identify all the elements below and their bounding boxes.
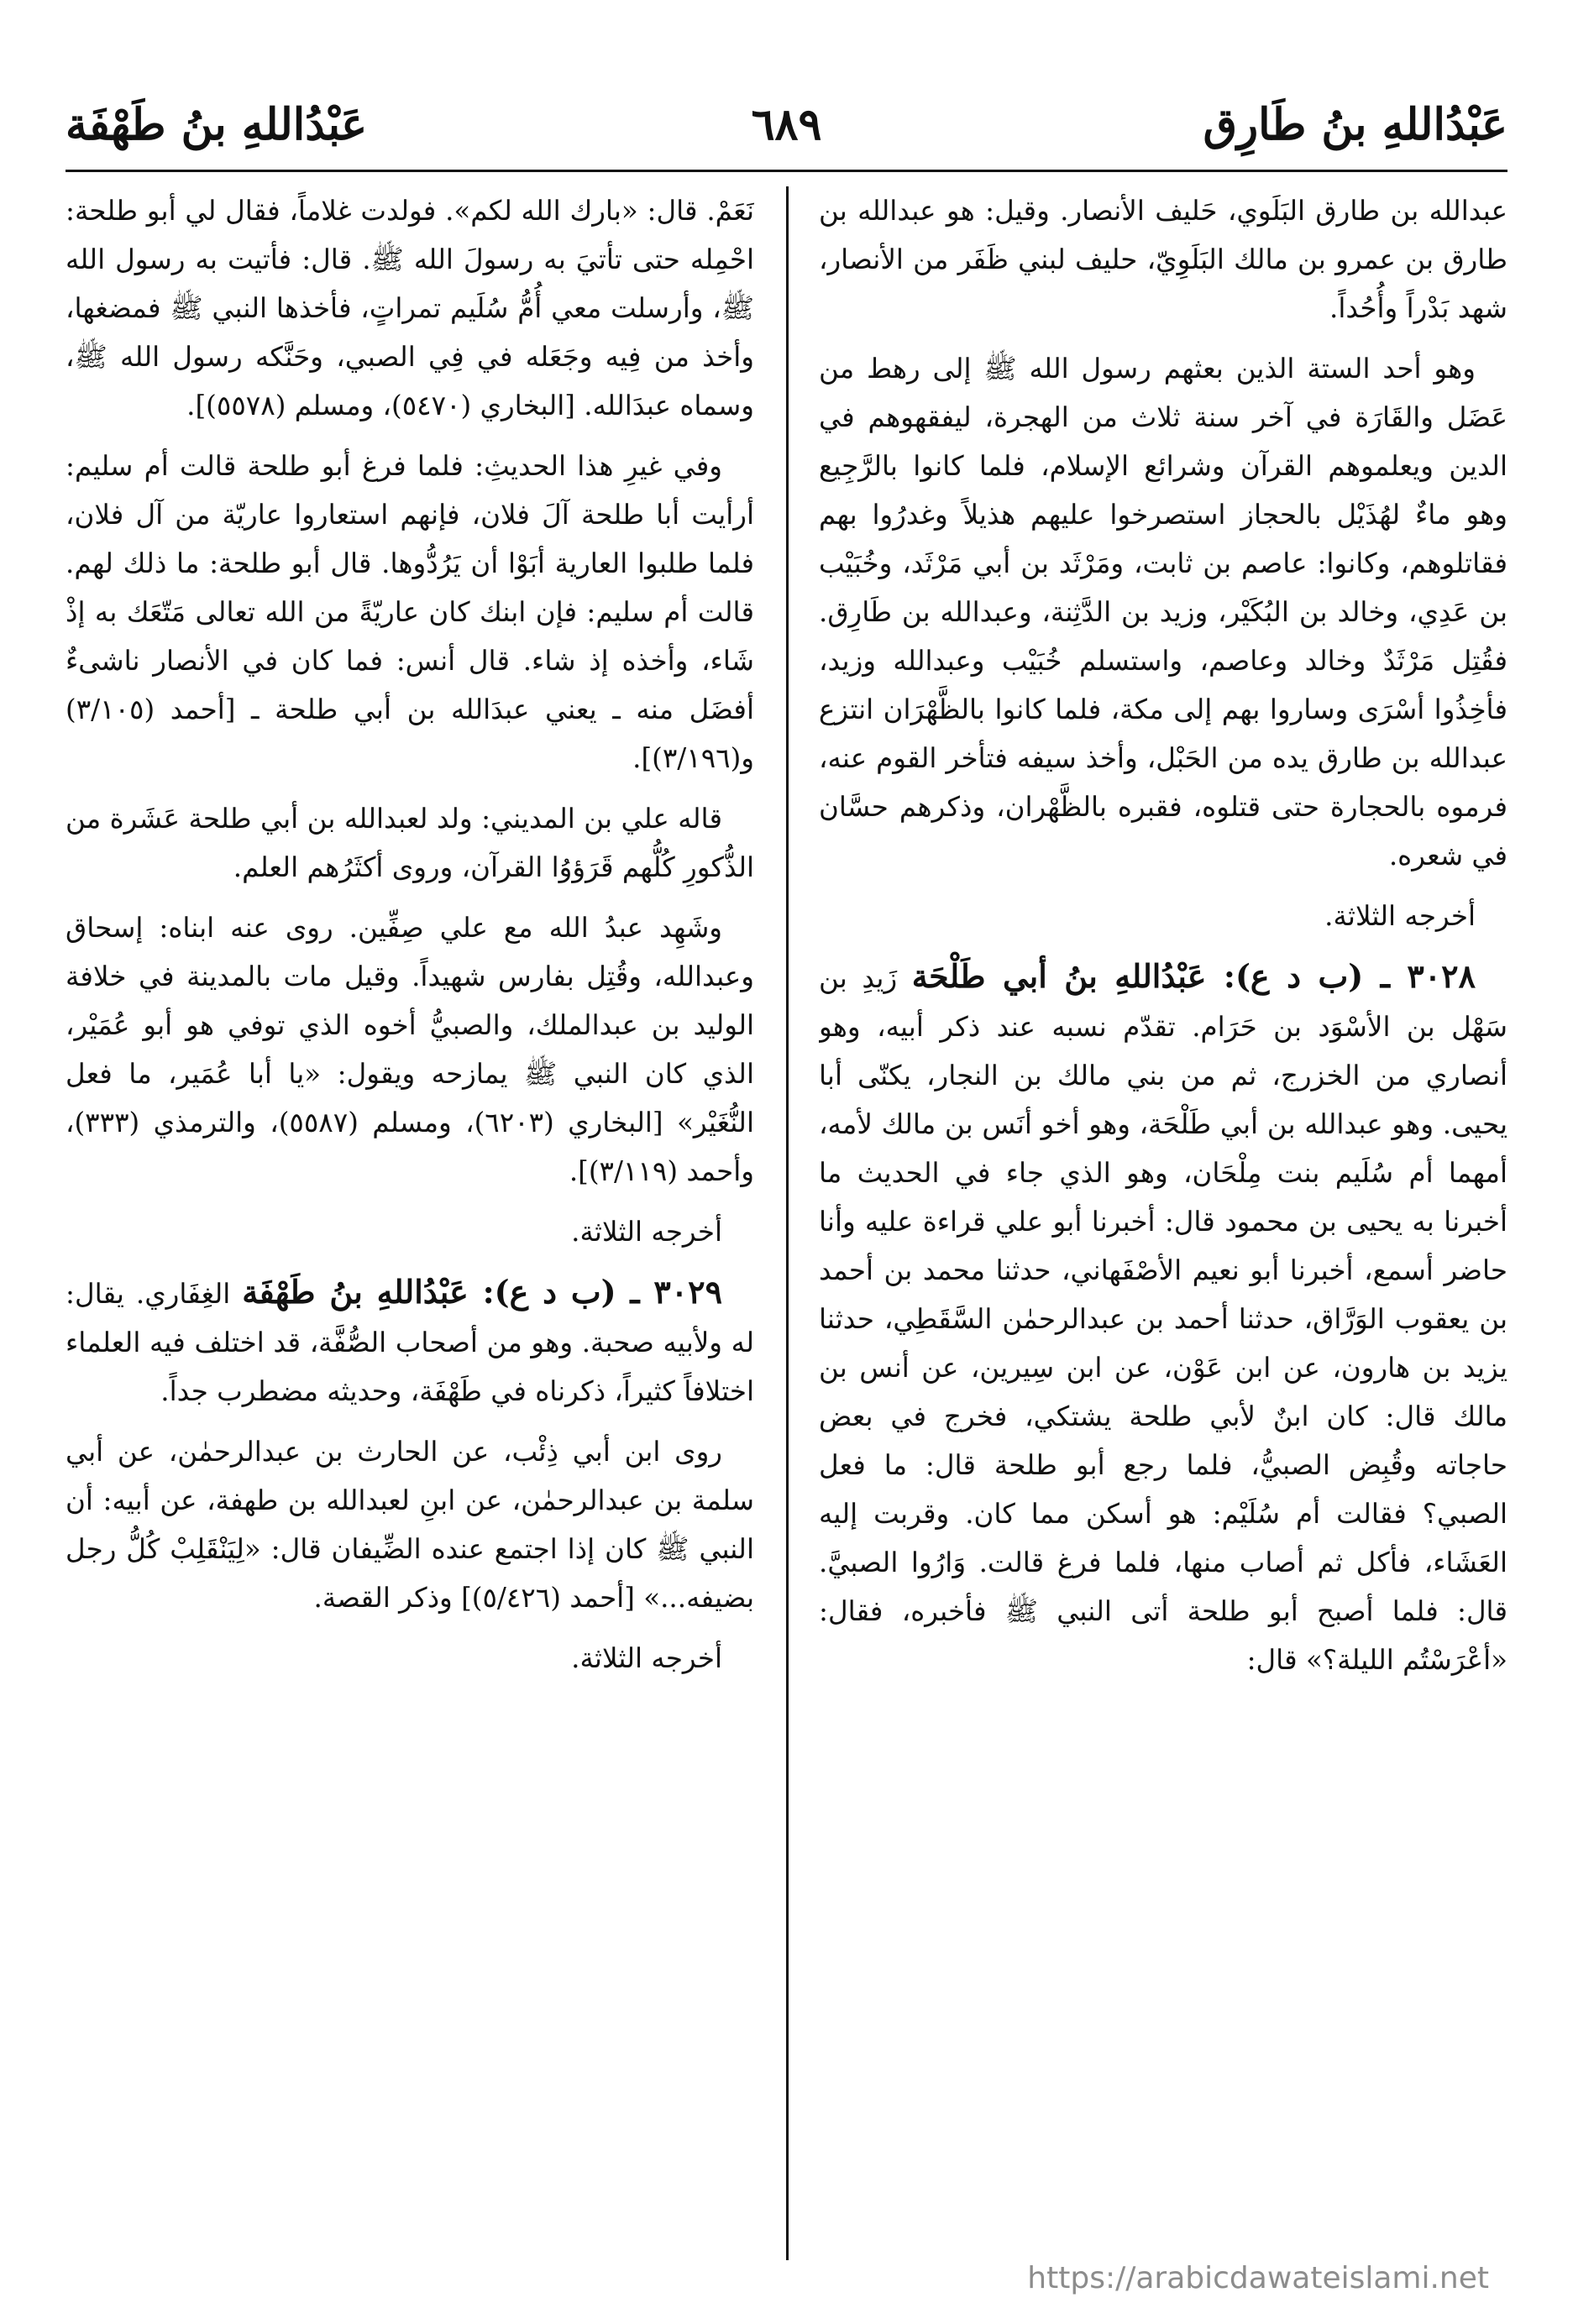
paragraph: أخرجه الثلاثة. xyxy=(1324,900,1476,932)
entry-text: الغِفَاري. يقال: له ولأبيه صحبة. وهو من أصحاب الصُّفَّة، قد اختلف فيه العلماء اختلافاً كثيراً، ذكرناه في طَهْفَة، وحديثه مضطرب جداً. xyxy=(66,1278,754,1407)
paragraph: وفي غيرِ هذا الحديثِ: فلما فرغ أبو طلحة قالت أم سليم: أرأيت أبا طلحة آلَ فلان، فإنهم استعاروا عاريّة من آل فلان، فلما طلبوا العارية أبَوْا أن يَرُدُّوها. قال أبو طلحة: ما ذلك لهم. قالت أم سليم: فإن ابنك كان عاريّةً من الله تعالى مَتّعَك به إذْ شَاء، وأخذه إذ شاء. قال أنس: فما كان في الأنصار ناشىءٌ أفضَل منه ـ يعني عبدَالله بن أبي طلحة ـ [أحمد (٣/١٠٥) و(٣/١٩٦)]. xyxy=(66,450,754,774)
paragraph: أخرجه الثلاثة. xyxy=(571,1642,722,1674)
running-header xyxy=(66,99,1507,166)
paragraph: نَعَمْ. قال: «بارك الله لكم». فولدت غلاماً، فقال لي أبو طلحة: احْمِله حتى تأتيَ به رسولَ الله ﷺ. قال: فأتيت به رسول الله ﷺ، وأرسلت معي أُمُّ سُلَيم تمراتٍ، فأخذها النبي ﷺ فمضغها، وأخذ من فِيه وجَعَله في فِي الصبي، وحَنَّكه رسول الله ﷺ، وسماه عبدَالله. [البخاري (٥٤٧٠)، ومسلم (٥٥٧٨)]. xyxy=(66,195,754,421)
entry-text: زَيدِ بن سَهْل بن الأسْوَد بن حَرَام. تقدّم نسبه عند ذكر أبيه، وهو أنصاري من الخزرج، ثم من بني مالك بن النجار، يكنّى أبا يحيى. وهو عبدالله بن أبي طَلْحَة، وهو أخو أنَس بن مالك لأمه، أمهما أم سُلَيم بنت مِلْحَان، وهو الذي جاء في الحديث ما أخبرنا به يحيى بن محمود قال: أخبرنا أبو علي قراءة عليه وأنا حاضر أسمع، أخبرنا أبو نعيم الأصْفَهاني، حدثنا محمد بن أحمد بن يعقوب الوَرَّاق، حدثنا أحمد بن عبدالرحمٰن السَّقَطِي، حدثنا يزيد بن هارون، عن ابن عَوْن، عن ابن سِيرين، عن أنس بن مالك قال: كان ابنٌ لأبي طلحة يشتكي، فخرج في بعض حاجاته وقُبِض الصبيُّ، فلما رجع أبو طلحة قال: ما فعل الصبي؟ فقالت أم سُلَيْم: هو أسكن مما كان. وقربت إليه العَشَاء، فأكل ثم أصاب منها، فلما فرغ قالت. وَارُوا الصبيَّ. قال: فلما أصبح أبو طلحة أتى النبي ﷺ فأخبره، فقال: «أعْرَسْتُم الليلة؟» قال: xyxy=(819,962,1507,1676)
right-column xyxy=(819,186,1507,2269)
paragraph: روى ابن أبي ذِئْب، عن الحارث بن عبدالرحمٰن، عن أبي سلمة بن عبدالرحمٰن، عن ابنِ لعبدالله بن طهفة، عن أبيه: أن النبي ﷺ كان إذا اجتمع عنده الضِّيفان قال: «لِيَنْقَلِبْ كُلُّ رجل بضيفه...» [أحمد (٥/٤٢٦)] وذكر القصة. xyxy=(66,1436,754,1614)
paragraph: وشَهِد عبدُ الله مع علي صِفِّين. روى عنه ابناه: إسحاق وعبدالله، وقُتِل بفارس شهيداً. وقيل مات بالمدينة في خلافة الوليد بن عبدالملك، والصبيُّ أخوه الذي توفي هو أبو عُمَيْر، الذي كان النبي ﷺ يمازحه ويقول: «يا أبا عُمَير، ما فعل النُّغَيْر» [البخاري (٦٢٠٣)، ومسلم (٥٥٨٧)، والترمذي (٣٣٣)، وأحمد (٣/١١٩)]. xyxy=(66,912,754,1187)
header-rule xyxy=(66,170,1507,172)
entry-heading: ٣٠٢٩ ـ (ب د ع): عَبْدُاللهِ بنُ طَهْفَة xyxy=(242,1273,722,1311)
paragraph: أخرجه الثلاثة. xyxy=(571,1216,722,1248)
entry-paragraph xyxy=(819,952,1507,1684)
left-column xyxy=(66,186,754,2269)
entry-heading: ٣٠٢٨ ـ (ب د ع): عَبْدُاللهِ بنُ أبي طَلْحَة xyxy=(911,957,1476,995)
paragraph: وهو أحد الستة الذين بعثهم رسول الله ﷺ إلى رهط من عَضَل والقَارَة في آخر سنة ثلاث من الهجرة، ليفقهوهم في الدين ويعلموهم القرآن وشرائع الإسلام، فلما كانوا بالرَّجِيع وهو ماءٌ لهُذَيْل بالحجاز استصرخوا عليهم هذيلاً وغدرُوا بهم فقاتلوهم، وكانوا: عاصم بن ثابت، ومَرْثَد بن أبي مَرْثَد، وخُبَيْب بن عَدِي، وخالد بن البُكَيْر، وزيد بن الدَّثِنة، وعبدالله بن طَارِق. فقُتِل مَرْثَدٌ وخالد وعاصم، واستسلم خُبَيْب وعبدالله وزيد، فأخِذُوا أسْرَى وساروا بهم إلى مكة، فلما كانوا بالظَّهْرَان انتزع عبدالله بن طارق يده من الحَبْل، وأخذ سيفه فتأخر القوم عنه، فرموه بالحجارة حتى قتلوه، فقبره بالظَّهْران، وذكرهم حسَّان في شعره. xyxy=(819,353,1507,872)
paragraph: قاله علي بن المديني: ولد لعبدالله بن أبي طلحة عَشَرة من الذُّكورِ كُلُّهم قَرَؤوُا القرآن، وروى أكثَرُهم العلم. xyxy=(66,803,754,883)
paragraph: عبدالله بن طارق البَلَوي، حَليف الأنصار. وقيل: هو عبدالله بن طارق بن عمرو بن مالك البَلَوِيّ، حليف لبني ظَفَر من الأنصار، شهد بَدْراً وأُحُداً. xyxy=(819,195,1507,324)
entry-paragraph xyxy=(66,1268,754,1416)
page-number: ٦٨٩ xyxy=(751,99,822,150)
header-right-title: عَبْدُاللهِ بنُ طَارِق xyxy=(1203,99,1507,150)
watermark-url: https://arabicdawateislami.net xyxy=(1027,2261,1489,2295)
column-divider xyxy=(786,186,789,2260)
header-left-title: عَبْدُاللهِ بنُ طَهْفَة xyxy=(66,99,368,150)
